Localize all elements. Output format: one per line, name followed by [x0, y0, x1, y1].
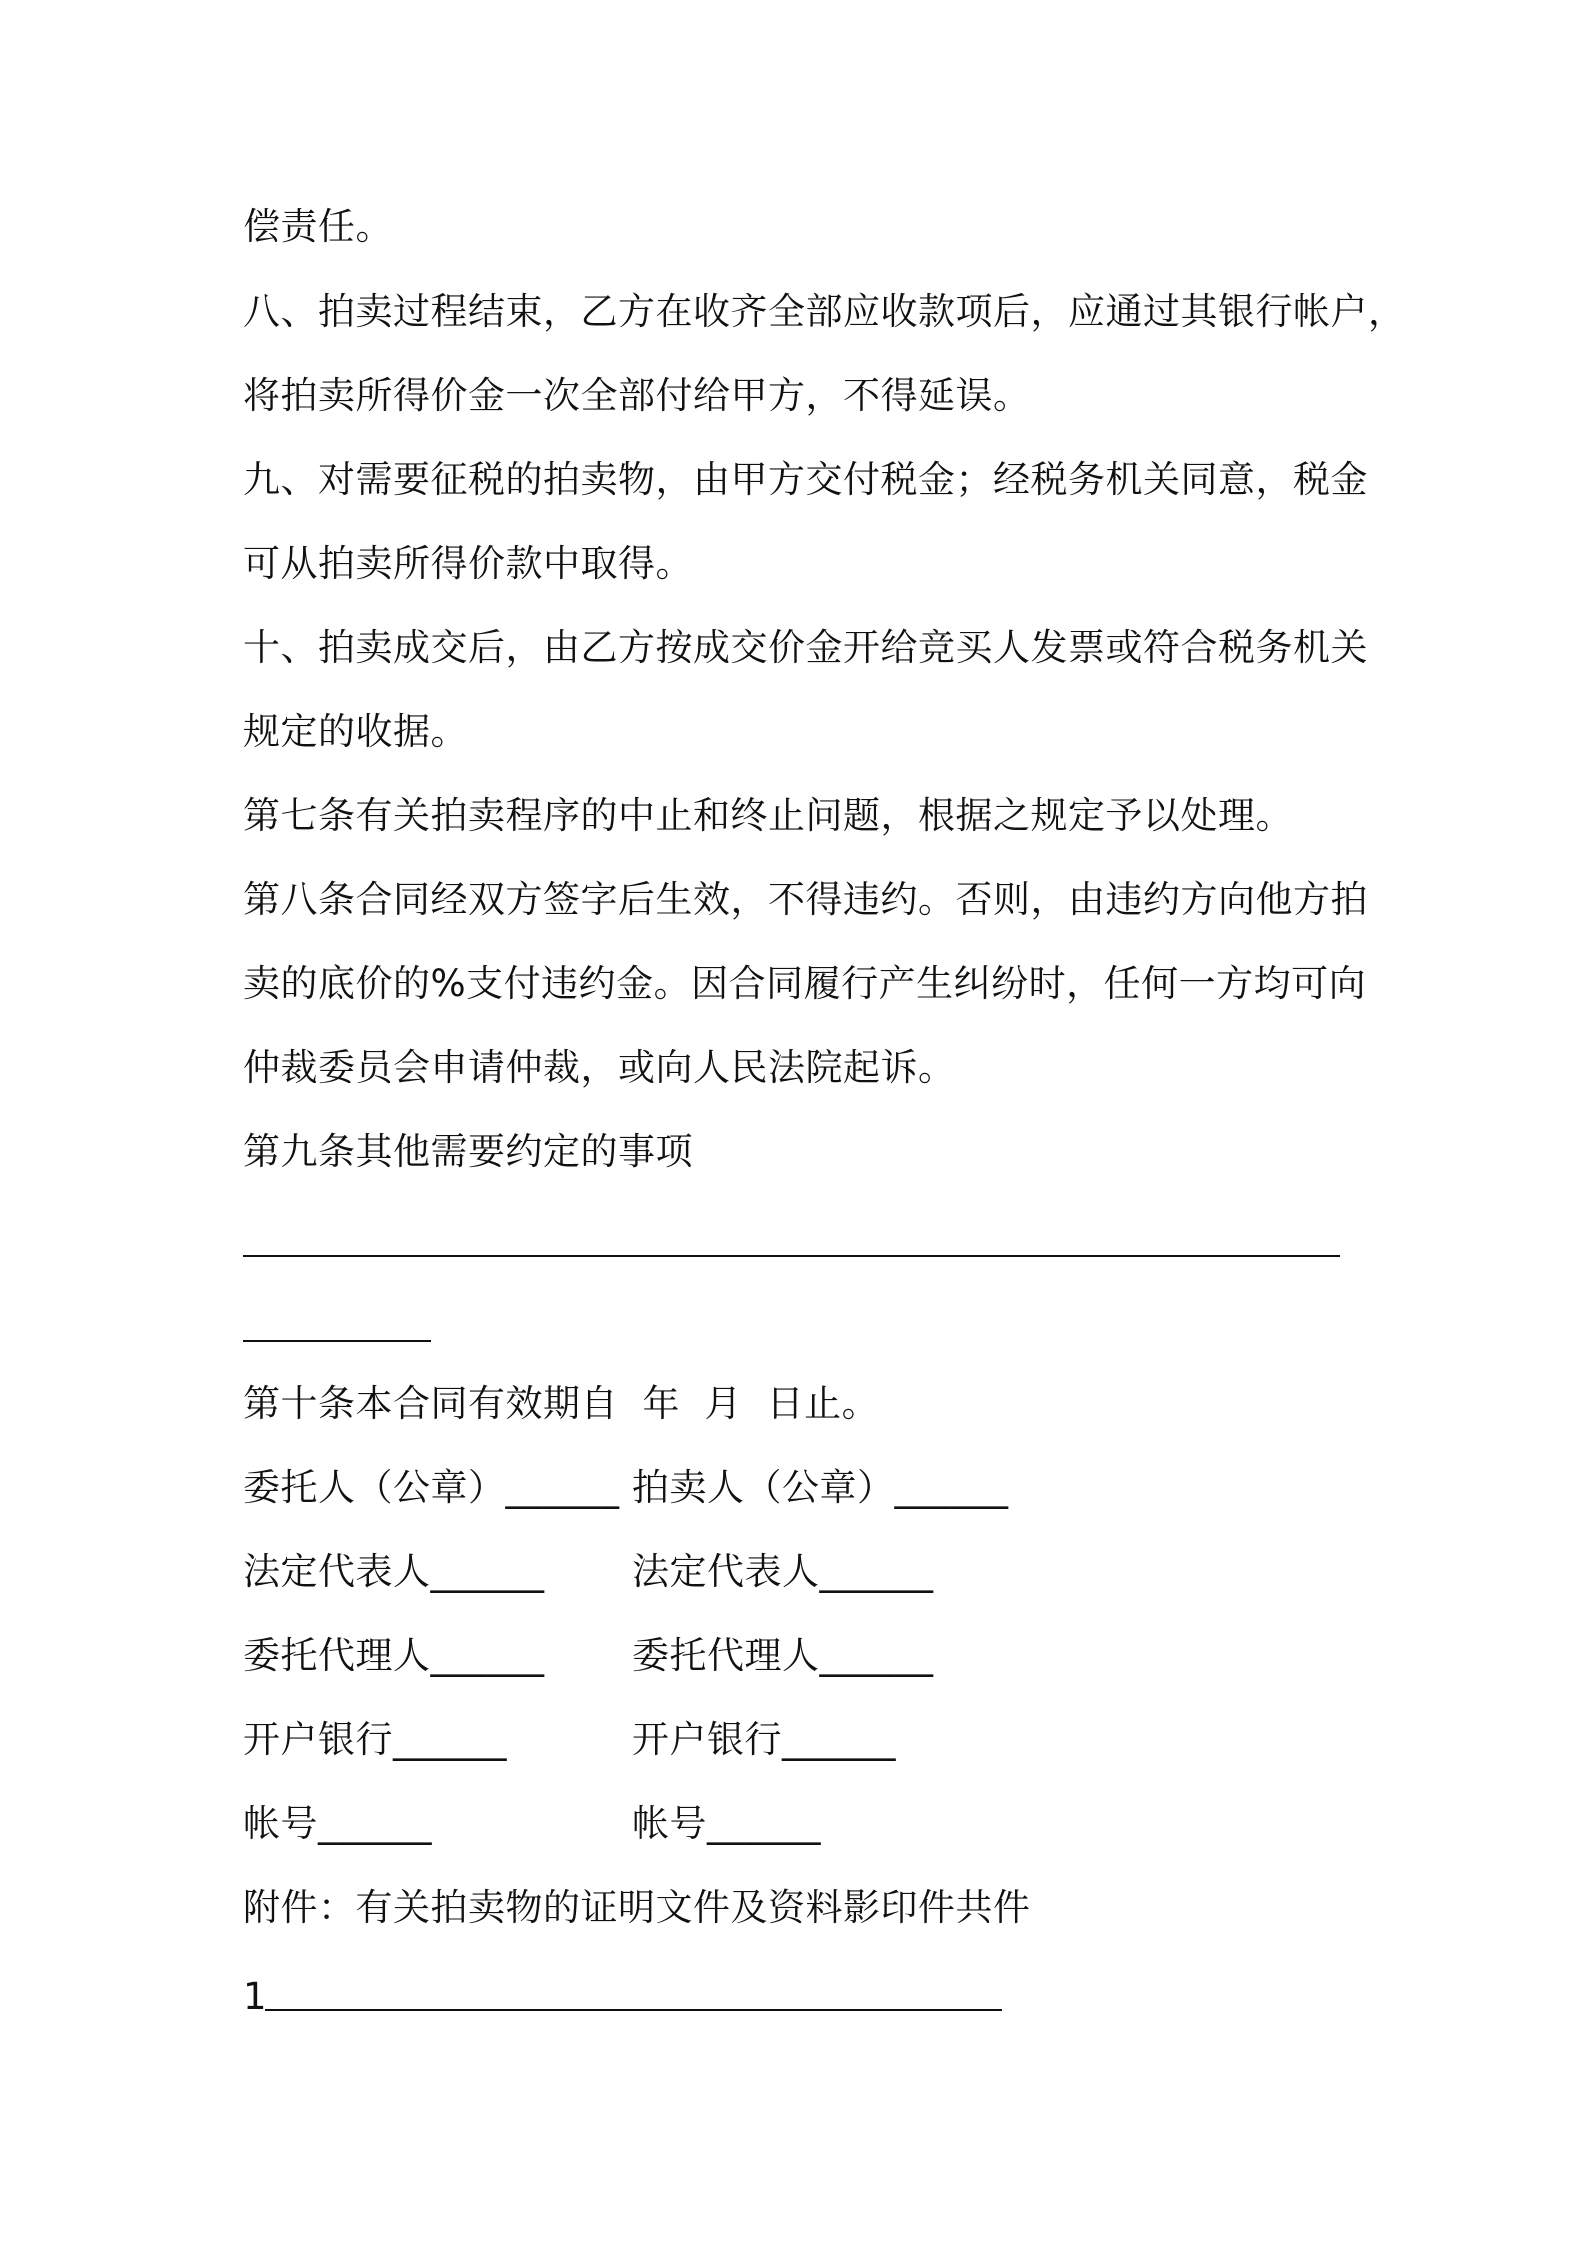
- text-line-3: 将拍卖所得价金一次全部付给甲方，不得延误。: [243, 374, 1031, 417]
- signature-left-5: 帐号______: [243, 1802, 432, 1845]
- signature-right-5: 帐号______: [632, 1802, 821, 1845]
- signature-left-1: 委托人（公章）______: [243, 1466, 620, 1509]
- text-line-5: 可从拍卖所得价款中取得。: [243, 542, 693, 585]
- signature-right-1: 拍卖人（公章）______: [632, 1466, 1009, 1509]
- attachment-line: 附件：有关拍卖物的证明文件及资料影印件共件: [243, 1886, 1031, 1929]
- text-line-10: 卖的底价的%支付违约金。因合同履行产生纠纷时，任何一方均可向: [243, 962, 1367, 1005]
- signature-left-3: 委托代理人______: [243, 1634, 545, 1677]
- text-line-9: 第八条合同经双方签字后生效，不得违约。否则，由违约方向他方拍: [243, 878, 1368, 921]
- attachment-item-blank: [265, 2009, 1002, 2011]
- signature-right-2: 法定代表人______: [632, 1550, 934, 1593]
- attachment-item-number: 1: [243, 1975, 268, 2018]
- text-line-12: 第九条其他需要约定的事项: [243, 1130, 693, 1173]
- text-line-11: 仲裁委员会申请仲裁，或向人民法院起诉。: [243, 1046, 956, 1089]
- signature-left-2: 法定代表人______: [243, 1550, 545, 1593]
- blank-line-short: [243, 1340, 431, 1342]
- text-line-8: 第七条有关拍卖程序的中止和终止问题，根据之规定予以处理。: [243, 794, 1293, 837]
- text-line-1: 偿责任。: [243, 205, 393, 248]
- signature-right-3: 委托代理人______: [632, 1634, 934, 1677]
- text-line-6: 十、拍卖成交后，由乙方按成交价金开给竞买人发票或符合税务机关: [243, 626, 1368, 669]
- signature-left-4: 开户银行______: [243, 1718, 507, 1761]
- text-line-4: 九、对需要征税的拍卖物，由甲方交付税金；经税务机关同意，税金: [243, 458, 1368, 501]
- text-line-2: 八、拍卖过程结束，乙方在收齐全部应收款项后，应通过其银行帐户，: [243, 290, 1406, 333]
- text-line-7: 规定的收据。: [243, 710, 468, 753]
- blank-line-long: [243, 1255, 1340, 1257]
- term-clause: 第十条本合同有效期自 年 月 日止。: [243, 1382, 880, 1425]
- signature-right-4: 开户银行______: [632, 1718, 896, 1761]
